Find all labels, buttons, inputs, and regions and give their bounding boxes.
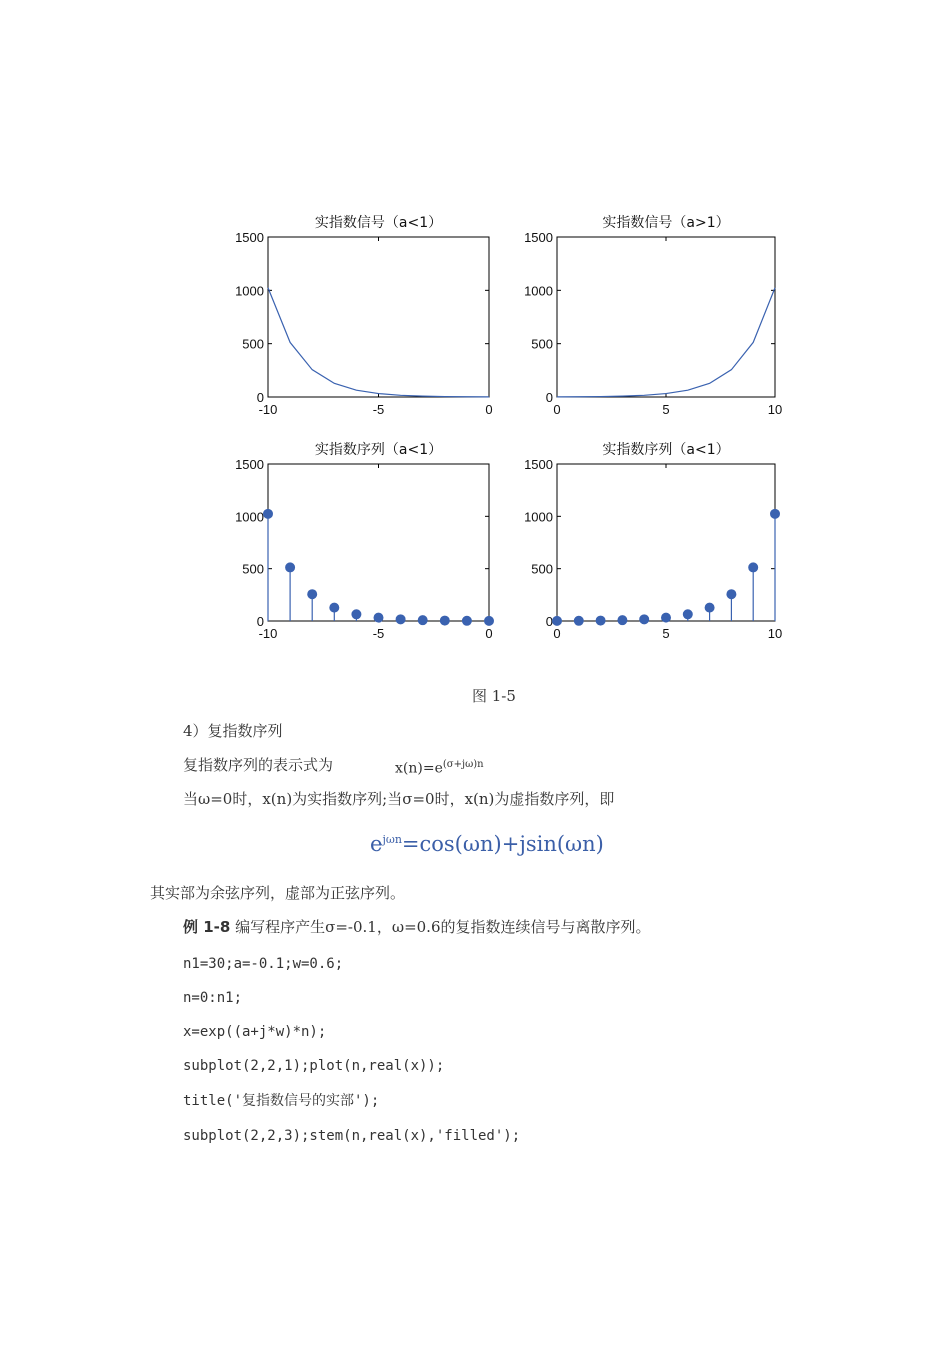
stem-marker [352, 610, 361, 619]
x-tick-label: -5 [372, 626, 385, 641]
y-tick-label: 500 [242, 336, 264, 352]
chart-title: 实指数序列（a<1） [314, 442, 443, 458]
plot-frame [268, 237, 489, 397]
x-tick-label: 0 [485, 626, 493, 641]
stem-marker [662, 613, 671, 622]
x-tick-label: 10 [767, 626, 783, 641]
code-line: title('复指数信号的实部'); [183, 1093, 380, 1109]
x-tick-label: -10 [258, 402, 278, 417]
x-tick-label: -10 [258, 626, 278, 641]
expression-exponent: (σ+jω)n [442, 759, 484, 770]
stem-marker [683, 610, 692, 619]
y-tick-label: 0 [256, 614, 264, 629]
x-tick-label: 5 [662, 402, 670, 417]
stem-marker [462, 616, 471, 625]
example-text: 编写程序产生σ=-0.1，ω=0.6的复指数连续信号与离散序列。 [235, 918, 651, 936]
euler-formula [370, 832, 604, 856]
stem-marker [308, 590, 317, 599]
code-line: n1=30;a=-0.1;w=0.6; [183, 956, 344, 972]
chart-title: 实指数信号（a>1） [602, 215, 730, 231]
chart-panel-2 [524, 214, 782, 417]
y-tick-label: 1000 [235, 509, 264, 525]
figure-caption: 图 1-5 [472, 687, 516, 705]
stem-marker [705, 603, 714, 612]
expression-label: 复指数序列的表示式为 [183, 756, 334, 774]
chart-panel-1 [235, 214, 493, 417]
chart-panel-4 [524, 441, 782, 641]
x-tick-label: 0 [553, 626, 561, 641]
code-line: x=exp((a+j*w)*n); [183, 1024, 327, 1040]
code-line: subplot(2,2,1);plot(n,real(x)); [183, 1058, 445, 1074]
x-tick-label: 5 [662, 626, 670, 641]
example-line [183, 917, 651, 937]
euler-base: e [370, 832, 383, 856]
x-tick-label: 10 [767, 402, 783, 417]
stem-marker [618, 616, 627, 625]
stem-marker [749, 563, 758, 572]
stem-marker [440, 616, 449, 625]
y-tick-label: 1500 [235, 457, 264, 472]
stem-marker [553, 616, 562, 625]
stem-marker [286, 563, 295, 572]
y-tick-label: 1000 [524, 283, 553, 299]
stem-marker [374, 613, 383, 622]
y-tick-label: 1500 [524, 457, 553, 472]
code-line: n=0:n1; [183, 990, 243, 1006]
expression-base: x(n)=e [395, 760, 443, 777]
x-tick-label: 0 [485, 402, 493, 417]
stem-marker [727, 590, 736, 599]
plot-frame [557, 237, 775, 397]
x-tick-label: 0 [553, 402, 561, 417]
y-tick-label: 500 [531, 336, 553, 352]
parts-line: 其实部为余弦序列，虚部为正弦序列。 [150, 884, 406, 902]
y-tick-label: 0 [545, 390, 553, 405]
y-tick-label: 500 [531, 561, 553, 577]
plot-frame [557, 464, 775, 621]
plot-frame [268, 464, 489, 621]
stem-marker [771, 509, 780, 518]
section-heading: 4）复指数序列 [183, 722, 283, 740]
y-tick-label: 1500 [235, 230, 264, 245]
stem-marker [264, 509, 273, 518]
stem-marker [640, 615, 649, 624]
chart-title: 实指数信号（a<1） [314, 215, 443, 231]
code-line: subplot(2,2,3);stem(n,real(x),'filled'); [183, 1128, 521, 1144]
stem-marker [330, 603, 339, 612]
y-tick-label: 500 [242, 561, 264, 577]
chart-panel-3 [235, 441, 493, 641]
euler-exponent: jωn [382, 833, 402, 846]
y-tick-label: 1500 [524, 230, 553, 245]
stem-marker [396, 615, 405, 624]
x-tick-label: -5 [372, 402, 385, 417]
chart-title: 实指数序列（a<1） [602, 442, 730, 458]
figure-1-5 [0, 0, 952, 660]
stem-marker [485, 616, 494, 625]
y-tick-label: 1000 [524, 509, 553, 525]
stem-marker [574, 616, 583, 625]
y-tick-label: 0 [545, 614, 553, 629]
euler-rest: =cos(ωn)+jsin(ωn) [401, 832, 604, 856]
series-line [557, 288, 775, 397]
stem-marker [596, 616, 605, 625]
expression-formula [395, 755, 484, 779]
condition-line: 当ω=0时，x(n)为实指数序列;当σ=0时，x(n)为虚指数序列，即 [183, 790, 615, 808]
series-line [268, 288, 489, 397]
y-tick-label: 0 [256, 390, 264, 405]
example-label: 例 1-8 [183, 918, 231, 936]
stem-marker [418, 616, 427, 625]
y-tick-label: 1000 [235, 283, 264, 299]
